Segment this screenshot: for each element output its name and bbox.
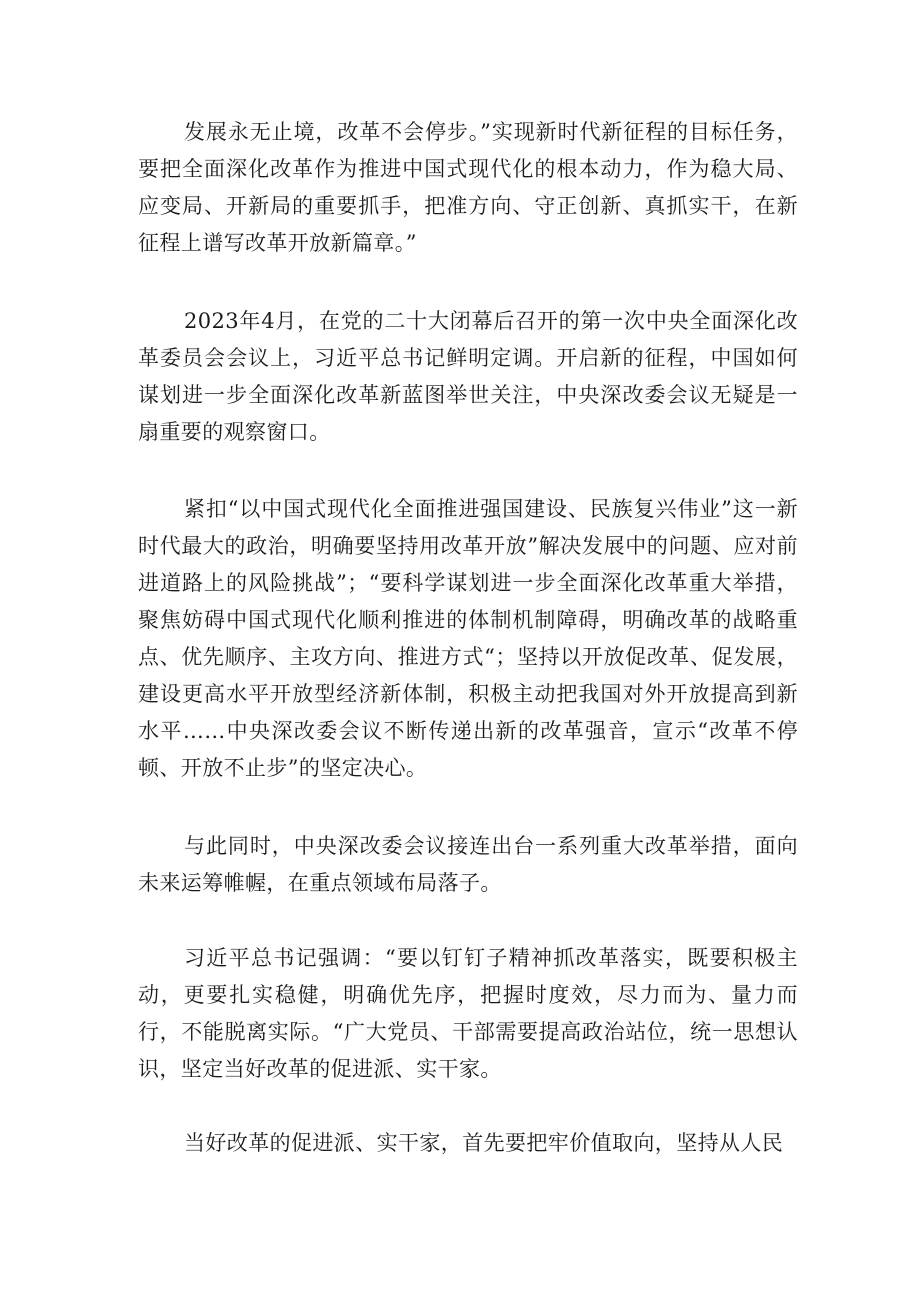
paragraph-3: 紧扣“以中国式现代化全面推进强国建设、民族复兴伟业”这一新时代最大的政治，明确要坚持用改革开放”解决发展中的问题、应对前进道路上的风险挑战”；“要科学谋划进一步全面深化改革重大举措，聚焦妨碍中国式现代化顺利推进的体制机制障碍，明确改革的战略重点、优先顺序、主攻方向、推进方式“；坚持以开放促改革、促发展，建设更高水平开放型经济新体制，积极主动把我国对外开放提高到新水平……中央深改委会议不断传递出新的改革强音，宣示“改革不停顿、开放不止步”的坚定决心。: [138, 497, 798, 780]
paragraph-6: 当好改革的促进派、实干家，首先要把牢价值取向，坚持从人民: [184, 1131, 784, 1155]
paragraph-4: 与此同时，中央深改委会议接连出台一系列重大改革举措，面向未来运筹帷幄，在重点领域布局落子。: [138, 834, 798, 895]
paragraph-2: 2023年4月，在党的二十大闭幕后召开的第一次中央全面深化改革委员会会议上，习近平总书记鲜明定调。开启新的征程，中国如何谋划进一步全面深化改革新蓝图举世关注，中央深改委会议无疑是一扇重要的观察窗口。: [138, 309, 798, 444]
paragraph-1: 发展永无止境，改革不会停步。”实现新时代新征程的目标任务，要把全面深化改革作为推进中国式现代化的根本动力，作为稳大局、应变局、开新局的重要抓手，把准方向、守正创新、真抓实干，在新征程上谱写改革开放新篇章。”: [138, 120, 798, 255]
paragraph-5: 习近平总书记强调：“要以钉钉子精神抓改革落实，既要积极主动，更要扎实稳健，明确优先序，把握时度效，尽力而为、量力而行，不能脱离实际。“广大党员、干部需要提高政治站位，统一思想认识，坚定当好改革的促进派、实干家。: [138, 946, 798, 1081]
